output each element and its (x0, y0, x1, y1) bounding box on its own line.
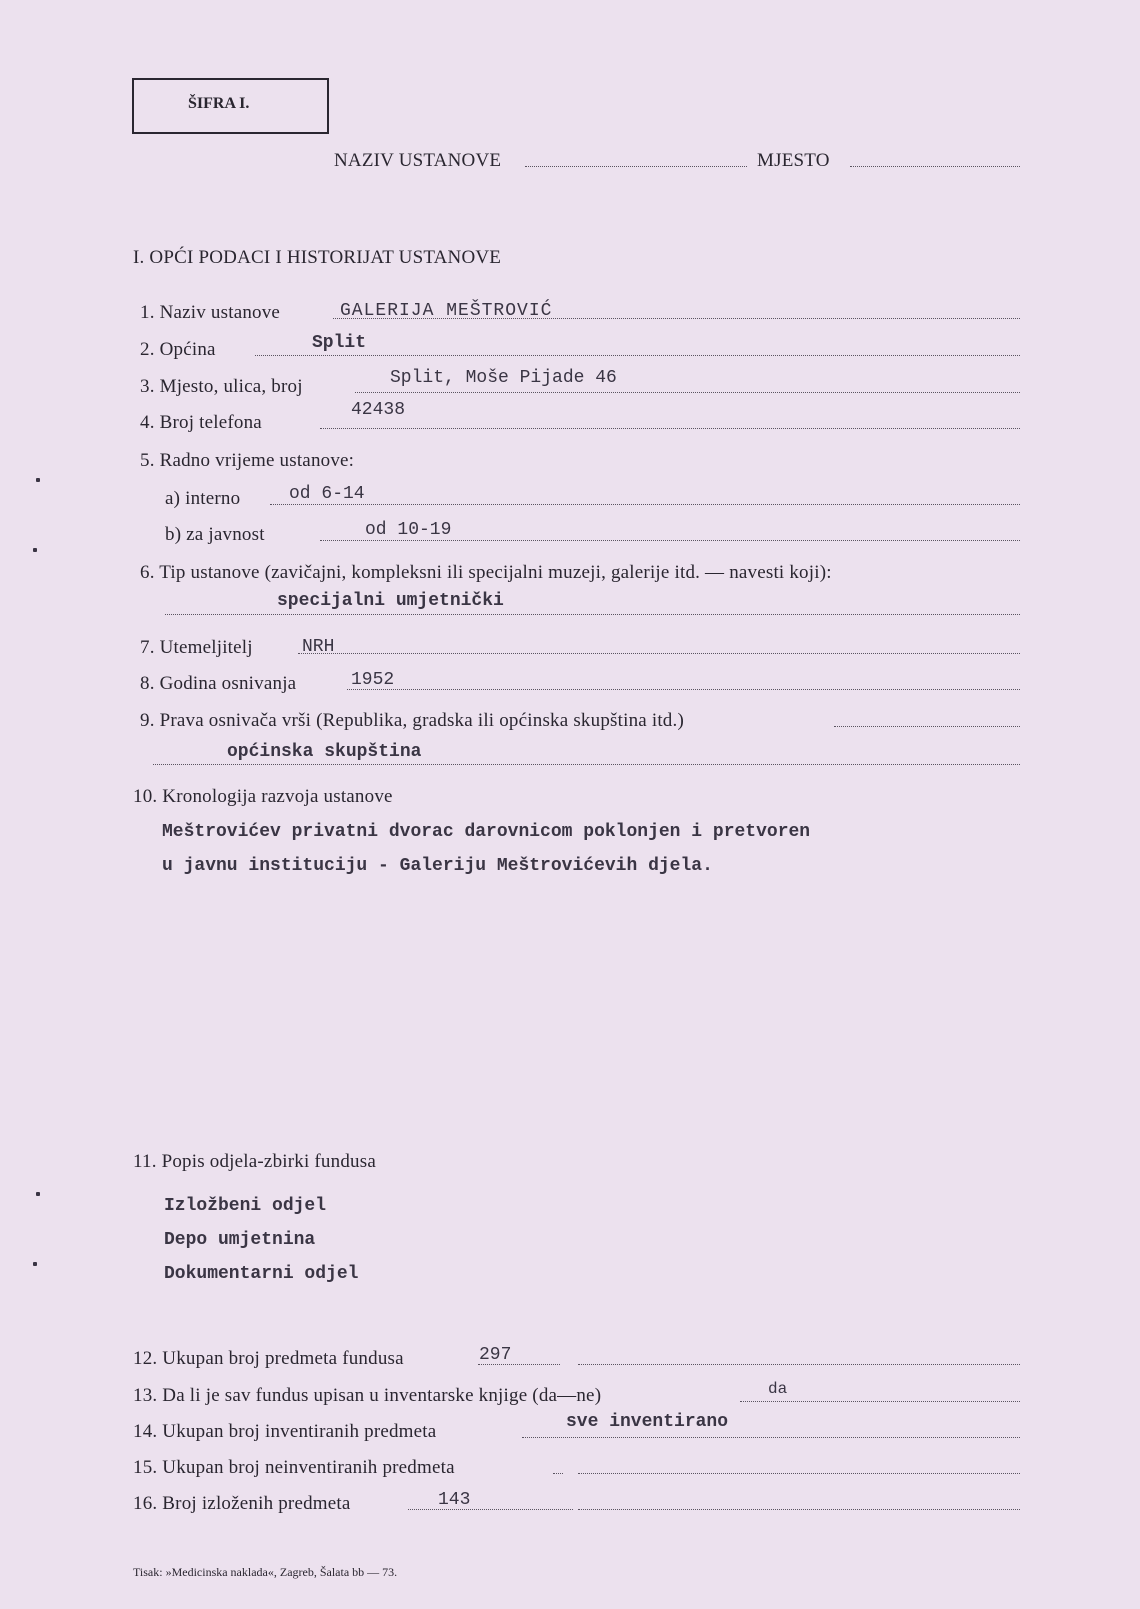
field-14-value: sve inventirano (566, 1412, 729, 1432)
field-11-label: 11. Popis odjela-zbirki fundusa (133, 1151, 376, 1172)
field-12-line-b[interactable] (578, 1364, 1020, 1365)
field-5-label: 5. Radno vrijeme ustanove: (140, 450, 355, 471)
form-code: ŠIFRA I. (188, 95, 250, 112)
field-13-value: da (768, 1380, 788, 1398)
field-13-label: 13. Da li je sav fundus upisan u inventarske knjige (da—ne) (133, 1385, 602, 1406)
field-15-line-b[interactable] (578, 1473, 1020, 1474)
field-5b-value: od 10-19 (365, 520, 452, 540)
field-8-label: 8. Godina osnivanja (140, 673, 297, 694)
field-14-label: 14. Ukupan broj inventiranih predmeta (133, 1421, 437, 1442)
field-9-line-b[interactable] (153, 764, 1020, 765)
field-2-value: Split (312, 333, 367, 353)
field-4-line[interactable] (320, 428, 1020, 429)
field-13-line[interactable] (740, 1401, 1020, 1402)
field-4-value: 42438 (351, 400, 406, 420)
field-7-label: 7. Utemeljitelj (140, 637, 253, 658)
field-5a-value: od 6-14 (289, 484, 365, 504)
field-12-value: 297 (479, 1345, 512, 1365)
field-3-line[interactable] (355, 392, 1020, 393)
form-code-box (132, 78, 329, 134)
field-1-label: 1. Naziv ustanove (140, 302, 281, 323)
field-10-line2: u javnu instituciju - Galeriju Meštrovićevih djela. (162, 856, 713, 876)
field-6-label: 6. Tip ustanove (zavičajni, kompleksni ili specijalni muzeji, galerije itd. — navesti koji): (140, 562, 832, 583)
field-15-label: 15. Ukupan broj neinventiranih predmeta (133, 1457, 455, 1478)
field-7-line[interactable] (298, 653, 1020, 654)
institution-name-label: NAZIV USTANOVE (334, 150, 502, 171)
field-12-label: 12. Ukupan broj predmeta fundusa (133, 1348, 404, 1369)
field-16-line-a[interactable] (408, 1509, 573, 1510)
field-3-value: Split, Moše Pijade 46 (390, 368, 617, 388)
field-10-label: 10. Kronologija razvoja ustanove (133, 786, 393, 807)
field-6-value: specijalni umjetnički (277, 591, 504, 611)
field-3-label: 3. Mjesto, ulica, broj (140, 376, 303, 397)
place-line[interactable] (850, 166, 1020, 167)
field-9-line-a[interactable] (834, 726, 1020, 727)
list-item: Dokumentarni odjel (164, 1264, 359, 1284)
field-5b-line[interactable] (320, 540, 1020, 541)
list-item: Depo umjetnina (164, 1230, 316, 1250)
field-16-line-b[interactable] (578, 1509, 1020, 1510)
field-5b-label: b) za javnost (165, 524, 265, 545)
institution-name-line[interactable] (525, 166, 747, 167)
margin-mark (33, 1262, 37, 1266)
field-2-label: 2. Općina (140, 339, 216, 360)
field-8-line[interactable] (347, 689, 1020, 690)
field-7-value: NRH (302, 637, 335, 657)
field-8-value: 1952 (351, 670, 395, 690)
field-5a-label: a) interno (165, 488, 241, 509)
field-16-label: 16. Broj izloženih predmeta (133, 1493, 351, 1514)
margin-mark (36, 478, 40, 482)
field-1-value: GALERIJA MEŠTROVIĆ (340, 301, 553, 321)
field-14-line[interactable] (522, 1437, 1020, 1438)
list-item: Izložbeni odjel (164, 1196, 327, 1216)
field-16-value: 143 (438, 1490, 471, 1510)
field-10-line1: Meštrovićev privatni dvorac darovnicom poklonjen i pretvoren (162, 822, 811, 842)
field-15-line-a[interactable] (553, 1473, 563, 1474)
field-6-line[interactable] (165, 614, 1020, 615)
margin-mark (36, 1192, 40, 1196)
field-5a-line[interactable] (270, 504, 1020, 505)
place-label: MJESTO (757, 150, 830, 171)
field-2-line[interactable] (255, 355, 1020, 356)
field-4-label: 4. Broj telefona (140, 412, 262, 433)
section-title: I. OPĆI PODACI I HISTORIJAT USTANOVE (133, 247, 502, 268)
field-9-value: općinska skupština (227, 742, 422, 762)
print-note: Tisak: »Medicinska naklada«, Zagreb, Šalata bb — 73. (133, 1565, 398, 1579)
field-9-label: 9. Prava osnivača vrši (Republika, gradska ili općinska skupština itd.) (140, 710, 684, 731)
margin-mark (33, 548, 37, 552)
